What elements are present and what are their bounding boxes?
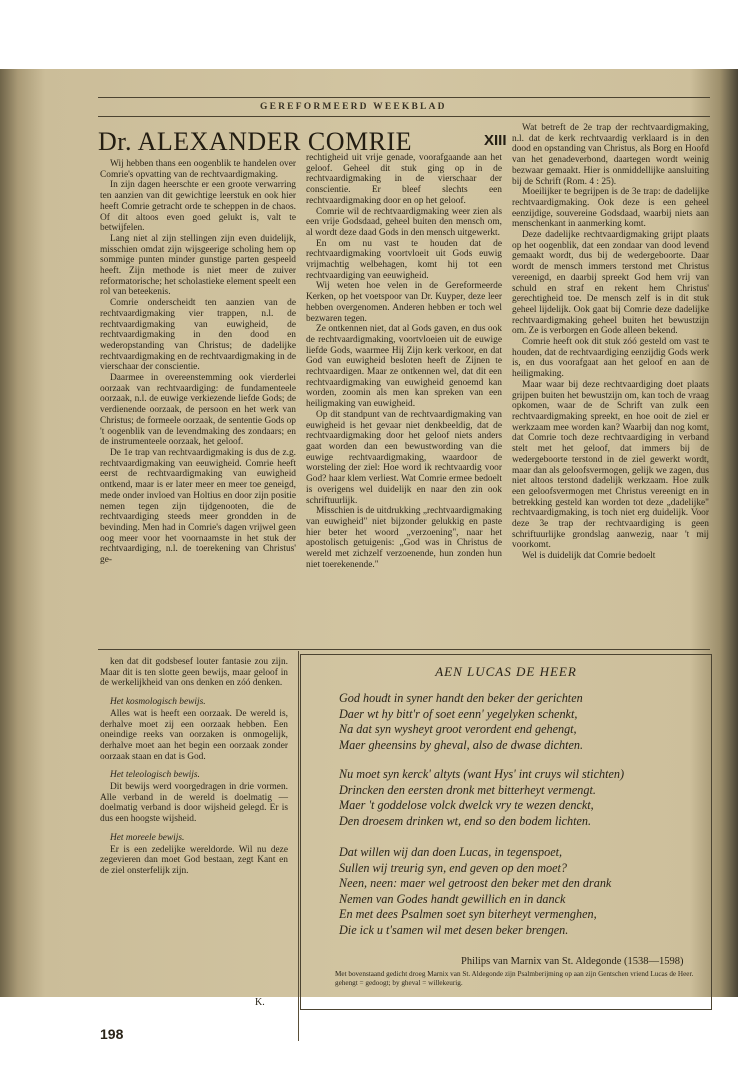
poem-stanza-3 bbox=[339, 845, 711, 939]
magazine-page bbox=[0, 69, 738, 1042]
column-divider bbox=[298, 651, 299, 1041]
scanned-page-frame bbox=[0, 69, 738, 1042]
poem-line: Nemen van Godes handt gewillich en in danck bbox=[339, 891, 566, 906]
poem-line: En met dees Psalmen soet syn biterheyt vermenghen, bbox=[339, 907, 597, 922]
subheading: Het kosmologisch bewijs. bbox=[110, 697, 206, 708]
poem-line: Neen, neen: maer wel getroost den beker met den drank bbox=[339, 876, 612, 891]
article-column-1 bbox=[100, 159, 296, 566]
paragraph: Daarmee in overeenstemming ook vierderlei oorzaak van rechtvaardiging: de fundamenteele oorzaak, n.l. de euwige verkiezende liefde Gods; de verdienende oorzaak, de persoon en het werk van Christus; de formeele oorzaak, de sententie Gods op 't oogenblik van de levendmaking des zondaars; en de instrumenteele oorzaak, het geloof. bbox=[100, 373, 296, 448]
paragraph: Comrie wil de rechtvaardigmaking weer zien als een vrije Godsdaad, geheel buiten den mensch om, al wordt deze daad Gods in den mensch uitgewerkt. bbox=[306, 206, 502, 238]
paragraph: Lang niet al zijn stellingen zijn even duidelijk, misschien omdat zijn wijsgeerige scholing hem op sommige punten minder gunstige parten gespeeld heeft. Zijn methode is niet meer de zuiver reformatorische; het scholastieke element speelt een rol van beteekenis. bbox=[100, 233, 296, 298]
poem-note: Met bovenstaand gedicht droeg Marnix van St. Aldegonde zijn Psalmberijming op aan zijn Gentschen vriend Lucas de Heer. bbox=[335, 970, 694, 978]
poem-line: Die ick u t'samen wil met desen beker brengen. bbox=[339, 922, 569, 937]
author-signature: K. bbox=[255, 997, 265, 1008]
header-rule-bottom bbox=[98, 116, 710, 117]
paragraph: Wij hebben thans een oogenblik te handelen over Comrie's opvatting van de rechtvaardigmaking. bbox=[100, 159, 296, 180]
paragraph: Dit bewijs werd voorgedragen in drie vormen. Alle verband in de wereld is doelmatig — doelmatig verband is door wijsheid gelegd. Er is dus een hoogste wijsheid. bbox=[100, 782, 288, 825]
poem-box bbox=[300, 654, 712, 1010]
paragraph: Comrie onderscheidt ten aanzien van de rechtvaardigmaking vier trappen, n.l. de rechtvaardigmaking van euwigheid, de rechtvaardigmaking in den dood en wederopstanding van Christus; de dadelijke rechtvaardigmaking en de rechtvaardigmaking in de vierschaar der conscientie. bbox=[100, 298, 296, 373]
paragraph: ken dat dit godsbesef louter fantasie zou zijn. Maar dit is ten slotte geen bewijs, maar geloof in de werkelijkheid van ons denken en zóó denken. bbox=[100, 657, 288, 689]
poem-notes bbox=[335, 970, 707, 987]
paragraph: Wat betreft de 2e trap der rechtvaardigmaking, n.l. dat de kerk rechtvaardig verklaard is in den dood en opstanding van Christus, als Borg en Hoofd van het genadeverbond, daartegen wordt weinig bezwaar gemaakt. Hier is onmiddellijke aansluiting bij de Schrift (Rom. 4 : 25). bbox=[512, 123, 709, 187]
poem-line: Daer wt hy bitt'r of soet eenn' yegelyken schenkt, bbox=[339, 706, 578, 721]
paragraph: Alles wat is heeft een oorzaak. De wereld is, derhalve moet zij een oorzaak hebben. Een oneindige reeks van oorzaken is onmogelijk, derhalve moet aan het begin een oorzaak zonder oorzaak staan en dat is God. bbox=[100, 708, 288, 762]
header-rule-top bbox=[98, 97, 710, 98]
poem-line: Nu moet syn kerck' altyts (want Hys' int cruys wil stichten) bbox=[339, 767, 625, 781]
subheading: Het moreele bewijs. bbox=[110, 832, 185, 843]
article-column-2 bbox=[306, 153, 502, 570]
running-head: GEREFORMEERD WEEKBLAD bbox=[260, 102, 447, 112]
paragraph: De 1e trap van rechtvaardigmaking is dus de z.g. rechtvaardigmaking van eeuwigheid. Comrie heeft eerst de rechtvaardigmaking van euwigheid ontkend, maar is er later meer en meer toe geneigd, mede onder invloed van Holtius en door zijn positie nemen tegen zijn tijdgenooten, die de rechtvaardiging steeds meer grondden in de bevinding. Men had in Comrie's dagen vrijwel geen oog meer voor het voornaamste in het stuk der rechtvaardiging, n.l. de toerekening van Christus' ge- bbox=[100, 447, 296, 566]
paragraph: Op dit standpunt van de rechtvaardigmaking van euwigheid is het gevaar niet denkbeeldig, dat de rechtvaardigmaking door het geloof niets anders gaat worden dan een bewustwording van die euwige rechtvaardigmaking, waardoor de worsteling der ziel: Hoe word ik rechtvaardig voor God? haar klem verliest. Wat Comrie ermee bedoelt is overigens wel duidelijk en naar den zin ook schriftuurlijk. bbox=[306, 409, 502, 506]
poem-line: Drincken den eersten dronk met bitterheyt vermengt. bbox=[339, 782, 596, 797]
article-title: Dr. ALEXANDER COMRIE bbox=[98, 127, 413, 156]
paragraph: Comrie heeft ook dit stuk zóó gesteld om vast te houden, dat de rechtvaardiging eenzijdig Gods werk is, en dus voorafgaat aan het geloof en aan de heiligmaking. bbox=[512, 337, 709, 380]
paragraph: Wel is duidelijk dat Comrie bedoelt bbox=[522, 551, 656, 562]
poem-note: gehengt = gedoogt; by gheval = willekeurig. bbox=[335, 978, 463, 987]
paragraph: Misschien is de uitdrukking „rechtvaardigmaking van euwigheid" niet bijzonder gelukkig en paste hier beter het woord „verzoening", naar het apostolisch getuigenis: „God was in Christus de wereld met zichzelf verzoenende, hun zonden hun niet toerekenende." bbox=[306, 506, 502, 570]
lower-article-column bbox=[100, 657, 288, 878]
poem-line: Maer gheensins by gheval, also de dwase dichten. bbox=[339, 737, 584, 752]
poem-line: Dat willen wij dan doen Lucas, in tegenspoet, bbox=[339, 845, 563, 859]
paragraph: Deze dadelijke rechtvaardigmaking grijpt plaats op het oogenblik, dat een zondaar van dood levend gemaakt wordt, dus bij de wedergeboorte. Daar wordt de mensch immers terstond met Christus vereenigd, en daarbij spreekt God hem vrij van schuld en straf en rekent hem Christus' gerechtigheid toe. De mensch zelf is in dit stuk geheel lijdelijk. Ook gaat bij Comrie deze dadelijke rechtvaardigmaking geheel buiten het bewustzijn om. Ze is verborgen en Gode alleen bekend. bbox=[512, 230, 709, 337]
paragraph: Moeilijker te begrijpen is de 3e trap: de dadelijke rechtvaardigmaking. Ook deze is een geheel eenzijdige, souvereine Godsdaad, waarbij niets aan menschenkant in aanmerking komt. bbox=[512, 187, 709, 230]
paragraph: Wij weten hoe velen in de Gereformeerde Kerken, op het voetspoor van Dr. Kuyper, deze leer hebben overgenomen. Anderen hebben er toch wel bezwaren tegen. bbox=[306, 281, 502, 324]
poem-line: Sullen wij treurig syn, end geven op den moet? bbox=[339, 860, 568, 875]
section-number: XIII bbox=[484, 132, 507, 149]
paragraph: Er is een zedelijke wereldorde. Wil nu deze zegevieren dan moet God bestaan, zegt Kant en de ziel onsterfelijk zijn. bbox=[100, 844, 288, 876]
section-divider bbox=[98, 649, 710, 650]
paragraph: En om nu vast te houden dat de rechtvaardigmaking voortvloeit uit Gods euwig vrijmachtig welbehagen, komt hij tot een rechtvaardiging van eeuwigheid. bbox=[306, 238, 502, 281]
poem-attribution: Philips van Marnix van St. Aldegonde (1538—1598) bbox=[461, 956, 684, 967]
article-column-3 bbox=[512, 123, 709, 562]
paragraph: In zijn dagen heerschte er een groote verwarring ten aanzien van dit gewichtige leerstuk en ook hier heeft Comrie getracht orde te scheppen in de chaos. Of dit altoos even goed gelukt is, valt te betwijfelen. bbox=[100, 180, 296, 234]
paragraph: Maar waar bij deze rechtvaardiging doet plaats grijpen buiten het bewustzijn om, kan toch de vraag opkomen, waar de de Schrift van zulk een rechtvaardigmaking spreekt, en hoe ooit de ziel er werkzaam mee worden kan? Waarbij dan nog komt, dat Comrie toch deze rechtvaardiging in verband stelt met het geloof, dat immers bij de wedergeboorte terstond in de ziel gewerkt wordt, maar dan als geloofsvermogen, gelijk we zagen, dus niet altoos terstond dadelijk werkzaam. Hoe zulk een geloofsvermogen met Christus vereenigt en in betrekking gesteld kan worden tot deze „dadelijke" rechtvaardigmaking, is toch niet erg duidelijk. Voor deze 3e trap der rechtvaardiging is geen schriftuurlijke grondslag aanwezig, naar 't mij voorkomt. bbox=[512, 379, 709, 551]
poem-line: God houdt in syner handt den beker der gerichten bbox=[339, 691, 583, 705]
paragraph: Ze ontkennen niet, dat al Gods gaven, en dus ook de rechtvaardigmaking, voortvloeien uit de euwige liefde Gods, waarmee Hij Zijn kerk verkoor, en dat God van euwigheid besloten heeft de Zijnen te rechtvaardigen. Maar ze ontkennen wel, dat dit een rechtvaardigmaking van euwigheid genoemd kan worden, zoomin als men kan spreken van een heiligmaking van euwigheid. bbox=[306, 324, 502, 410]
poem-stanza-1 bbox=[339, 691, 711, 753]
poem-stanza-2 bbox=[339, 767, 711, 829]
page-number: 198 bbox=[100, 1026, 124, 1042]
subheading: Het teleologisch bewijs. bbox=[110, 770, 200, 781]
poem-line: Den droesem drinken wt, end so den bodem lichten. bbox=[339, 813, 592, 828]
poem-title: AEN LUCAS DE HEER bbox=[435, 664, 577, 679]
poem-line: Na dat syn wysheyt groot verordent end gehengt, bbox=[339, 722, 577, 737]
paragraph: rechtigheid uit vrije genade, voorafgaande aan het geloof. Geheel dit stuk ging op in de rechtvaardigmaking in de vierschaar der conscientie. Er bleef slechts een rechtvaardigmaking door en op het geloof. bbox=[306, 153, 502, 206]
poem-line: Maer 't goddelose volck dwelck vry te wezen denckt, bbox=[339, 798, 594, 813]
